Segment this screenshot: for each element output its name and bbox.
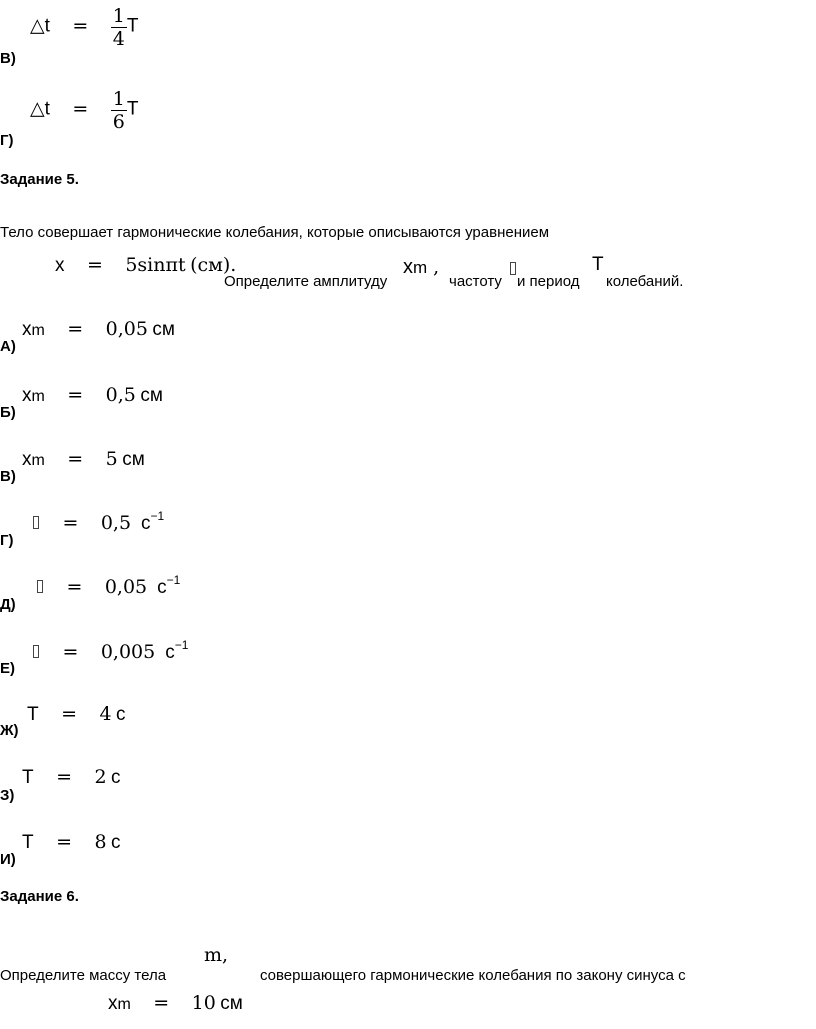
option-exponent: −1 bbox=[174, 638, 189, 652]
nu-placeholder-icon bbox=[33, 645, 39, 658]
nu-placeholder-icon bbox=[510, 262, 516, 275]
option-zh-label: Ж) bbox=[0, 722, 19, 739]
option-value: 8 bbox=[94, 831, 107, 853]
question-period: и период bbox=[517, 273, 580, 290]
fraction bbox=[111, 5, 127, 50]
option-b-label: Б) bbox=[0, 404, 16, 421]
option-v-label: В) bbox=[0, 50, 16, 67]
option-z-formula bbox=[22, 766, 120, 789]
option-sub: m bbox=[31, 322, 45, 339]
task6-mass-var: m, bbox=[204, 944, 229, 966]
option-v2-label: В) bbox=[0, 468, 16, 485]
option-var: T bbox=[27, 704, 39, 725]
task5-title: Задание 5. bbox=[0, 171, 79, 188]
option-i-formula bbox=[22, 831, 120, 854]
amp-var: x bbox=[108, 993, 118, 1014]
equation-rhs: 5sinπt bbox=[125, 254, 186, 276]
option-unit: c bbox=[115, 704, 126, 725]
equals-sign: = bbox=[62, 512, 79, 534]
option-var: T bbox=[22, 767, 34, 788]
question-frequency: частоту bbox=[449, 273, 502, 290]
period-variable: T bbox=[126, 15, 139, 37]
option-i-label: И) bbox=[0, 851, 16, 868]
equals-sign: = bbox=[86, 254, 103, 276]
xm-sub: m bbox=[413, 258, 428, 277]
task5-equation bbox=[55, 254, 236, 277]
option-unit: c bbox=[110, 832, 121, 853]
option-g-formula bbox=[30, 88, 138, 133]
option-z-label: З) bbox=[0, 787, 15, 804]
option-exponent: −1 bbox=[166, 573, 181, 587]
equals-sign: = bbox=[66, 576, 83, 598]
option-var: T bbox=[22, 832, 34, 853]
option-var: x bbox=[22, 385, 32, 406]
option-value: 0,5 bbox=[105, 384, 136, 406]
option-value: 4 bbox=[99, 703, 112, 725]
fraction-numerator: 1 bbox=[112, 88, 125, 110]
option-value: 0,05 bbox=[105, 318, 148, 340]
option-b-formula bbox=[22, 384, 163, 407]
xm-x: x bbox=[403, 256, 413, 278]
option-var: x bbox=[22, 319, 32, 340]
option-unit: c bbox=[141, 513, 151, 534]
option-unit: c bbox=[110, 767, 121, 788]
option-e-formula bbox=[32, 638, 188, 664]
option-v-formula bbox=[30, 5, 138, 50]
option-zh-formula bbox=[27, 703, 125, 726]
equals-sign: = bbox=[67, 384, 84, 406]
period-variable: T bbox=[126, 98, 139, 120]
option-unit: см bbox=[152, 319, 175, 340]
option-unit: c bbox=[157, 577, 167, 598]
question-oscillations: колебаний. bbox=[606, 273, 684, 290]
equals-sign: = bbox=[67, 318, 84, 340]
option-a-formula bbox=[22, 318, 175, 341]
equals-sign: = bbox=[72, 97, 89, 120]
equals-sign: = bbox=[72, 14, 89, 37]
option-sub: m bbox=[31, 388, 45, 405]
amp-value: 10 bbox=[191, 992, 216, 1014]
option-unit: см bbox=[122, 449, 145, 470]
equation-lhs: x bbox=[55, 255, 65, 276]
nu-placeholder-icon bbox=[37, 580, 43, 593]
nu-placeholder-icon bbox=[33, 516, 39, 529]
option-value: 5 bbox=[105, 448, 118, 470]
comma: , bbox=[433, 256, 440, 278]
fraction bbox=[111, 88, 127, 133]
option-value: 0,05 bbox=[104, 576, 148, 598]
option-e-label: Е) bbox=[0, 660, 15, 677]
fraction-denominator: 4 bbox=[112, 28, 125, 50]
option-unit: c bbox=[165, 642, 175, 663]
equals-sign: = bbox=[67, 448, 84, 470]
amp-sub: m bbox=[117, 996, 131, 1013]
option-exponent: −1 bbox=[150, 509, 165, 523]
question-xm bbox=[403, 256, 439, 279]
task6-amplitude bbox=[108, 992, 243, 1015]
fraction-numerator: 1 bbox=[112, 5, 125, 27]
task6-title: Задание 6. bbox=[0, 888, 79, 905]
equals-sign: = bbox=[61, 703, 77, 725]
task5-intro: Тело совершает гармонические колебания, которые описываются уравнением bbox=[0, 224, 550, 241]
option-d-formula bbox=[36, 573, 180, 599]
equals-sign: = bbox=[153, 992, 170, 1014]
delta-t: △t bbox=[30, 15, 50, 37]
option-sub: m bbox=[31, 452, 45, 469]
equation-unit: (см). bbox=[190, 254, 237, 276]
fraction-denominator: 6 bbox=[112, 111, 125, 133]
option-value: 0,5 bbox=[100, 512, 132, 534]
option-g2-label: Г) bbox=[0, 532, 14, 549]
amp-unit: см bbox=[220, 993, 243, 1014]
delta-t: △t bbox=[30, 98, 50, 120]
option-value: 0,005 bbox=[100, 641, 156, 663]
equals-sign: = bbox=[56, 831, 72, 853]
task6-text-end: совершающего гармонические колебания по закону синуса с bbox=[260, 967, 686, 984]
equals-sign: = bbox=[62, 641, 79, 663]
option-g-label: Г) bbox=[0, 132, 14, 149]
option-var: x bbox=[22, 449, 32, 470]
option-g2-formula bbox=[32, 509, 164, 535]
option-v2-formula bbox=[22, 448, 145, 471]
option-a-label: А) bbox=[0, 338, 16, 355]
question-T: T bbox=[592, 254, 604, 275]
option-d-label: Д) bbox=[0, 596, 16, 613]
option-value: 2 bbox=[94, 766, 107, 788]
option-unit: см bbox=[140, 385, 163, 406]
equals-sign: = bbox=[56, 766, 72, 788]
task6-text-start: Определите массу тела bbox=[0, 967, 167, 984]
question-amplitude: Определите амплитуду bbox=[224, 273, 388, 290]
